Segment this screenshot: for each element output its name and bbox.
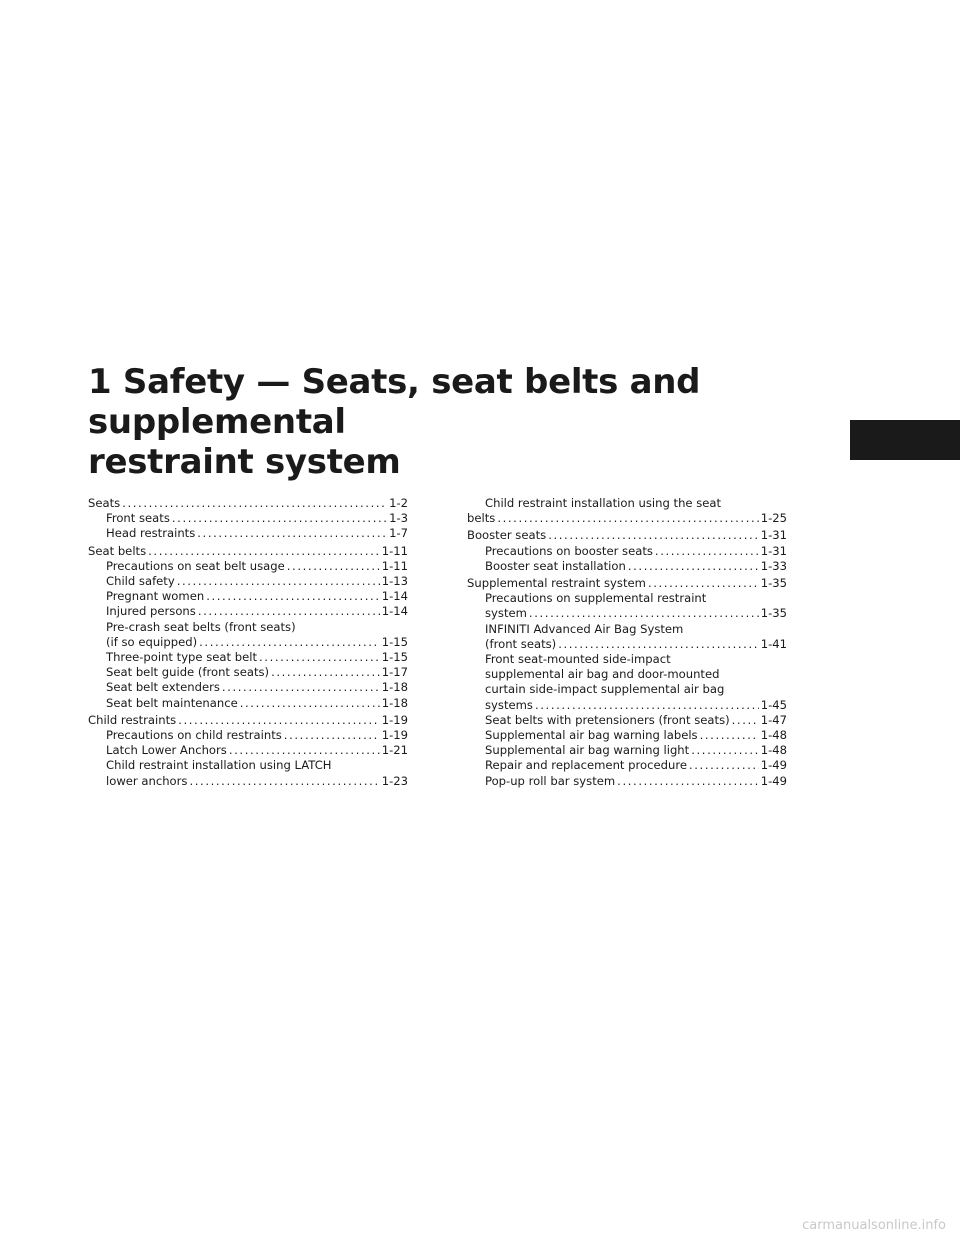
toc-entry[interactable] [467, 559, 787, 574]
dot-leader [229, 743, 380, 758]
chapter-title [88, 362, 848, 482]
toc-page-number: 1-19 [381, 728, 408, 743]
toc-entry[interactable] [467, 496, 787, 526]
toc-page-number: 1-19 [381, 712, 408, 727]
dot-leader [199, 635, 380, 650]
toc-entry[interactable] [88, 496, 408, 511]
toc-entry-title: Three-point type seat belt [106, 650, 257, 665]
toc-page-number: 1-47 [760, 712, 787, 727]
toc-entry-title: Seat belt extenders [106, 680, 220, 695]
dot-leader [122, 496, 387, 511]
toc-entry-title: Pregnant women [106, 589, 205, 604]
dot-leader [648, 576, 759, 591]
toc-entry[interactable] [88, 758, 408, 788]
toc-entry-title: Precautions on child restraints [106, 728, 282, 743]
chapter-thumb-tab [850, 420, 960, 460]
toc-page-number: 1-14 [381, 604, 408, 619]
toc-entry-title: Seat belts [88, 543, 147, 558]
toc-entry-title: systems [485, 697, 533, 712]
toc-entry[interactable] [467, 576, 787, 591]
dot-leader [240, 696, 380, 711]
toc-page-number: 1-31 [760, 543, 787, 558]
toc-entry[interactable] [88, 743, 408, 758]
toc-entry[interactable] [88, 713, 408, 728]
toc-page-number: 1-35 [760, 576, 787, 591]
toc-entry-title: Latch Lower Anchors [106, 743, 227, 758]
toc-page-number: 1-15 [381, 634, 408, 649]
toc-entry[interactable] [467, 544, 787, 559]
toc-page-number: 1-7 [389, 526, 408, 541]
watermark: carmanualsonline.info [802, 1218, 946, 1233]
toc-page-number: 1-45 [760, 697, 787, 712]
toc-entry-title-line: Child restraint installation using LATCH [106, 758, 332, 773]
toc-entry-title: Front seats [106, 511, 170, 526]
dot-leader [206, 589, 380, 604]
toc-entry-title: Supplemental air bag warning labels [485, 728, 698, 743]
dot-leader [732, 713, 759, 728]
toc-entry[interactable] [88, 589, 408, 604]
toc-page-number: 1-48 [760, 743, 787, 758]
toc-entry-title: lower anchors [106, 773, 188, 788]
toc-page-number: 1-31 [760, 528, 787, 543]
toc-entry-title: Precautions on seat belt usage [106, 558, 285, 573]
toc-entry-title: Seat belts with pretensioners (front seats) [485, 712, 730, 727]
toc-page-number: 1-48 [760, 728, 787, 743]
toc-entry-title: Pop-up roll bar system [485, 773, 616, 788]
toc-entry-title: Injured persons [106, 604, 196, 619]
dot-leader [271, 665, 380, 680]
toc-entry[interactable] [467, 743, 787, 758]
chapter-title-line-1: 1 Safety — Seats, seat belts and supplemental [88, 362, 701, 442]
toc-entry-title-line: curtain side-impact supplemental air bag [485, 682, 725, 697]
toc-page-number: 1-18 [381, 695, 408, 710]
toc-entry-title: Child safety [106, 574, 175, 589]
toc-entry-title: Seat belt guide (front seats) [106, 665, 270, 680]
toc-entry[interactable] [88, 526, 408, 541]
dot-leader [284, 728, 380, 743]
dot-leader [178, 713, 380, 728]
toc-entry[interactable] [467, 728, 787, 743]
toc-entry-title: Child restraints [88, 712, 177, 727]
toc-page-number: 1-33 [760, 558, 787, 573]
toc-column-left [88, 496, 408, 789]
toc-entry[interactable] [88, 559, 408, 574]
toc-page-number: 1-15 [381, 650, 408, 665]
dot-leader [691, 743, 758, 758]
toc-entry[interactable] [88, 650, 408, 665]
chapter-title-line-2: restraint system [88, 442, 401, 482]
toc-entry-title: Supplemental air bag warning light [485, 743, 690, 758]
dot-leader [617, 774, 759, 789]
toc-entry[interactable] [467, 652, 787, 713]
toc-entry-title-line: Child restraint installation using the seat [485, 496, 722, 510]
toc-entry[interactable] [467, 622, 787, 652]
toc-entry[interactable] [88, 544, 408, 559]
toc-page-number: 1-49 [760, 773, 787, 788]
dot-leader [689, 758, 759, 773]
toc-entry[interactable] [467, 528, 787, 543]
toc-entry[interactable] [467, 758, 787, 773]
toc-entry-title: belts [467, 511, 496, 526]
toc-entry[interactable] [88, 604, 408, 619]
dot-leader [700, 728, 759, 743]
toc-entry[interactable] [88, 574, 408, 589]
toc-entry[interactable] [88, 696, 408, 711]
toc-page-number: 1-2 [389, 496, 408, 510]
toc-page-number: 1-13 [381, 574, 408, 589]
toc-entry-title-line: supplemental air bag and door-mounted [485, 667, 720, 682]
dot-leader [287, 559, 380, 574]
dot-leader [548, 528, 759, 543]
dot-leader [189, 774, 379, 789]
toc-entry[interactable] [467, 591, 787, 621]
toc-page-number: 1-35 [760, 606, 787, 621]
toc-entry-title: Precautions on booster seats [485, 543, 653, 558]
toc-entry[interactable] [88, 728, 408, 743]
toc-page-number: 1-14 [381, 589, 408, 604]
toc-entry-title-line: Pre-crash seat belts (front seats) [106, 619, 296, 634]
toc-page-number: 1-21 [381, 743, 408, 758]
toc-page-number: 1-49 [760, 758, 787, 773]
toc-column-right [467, 496, 787, 789]
toc-entry[interactable] [88, 665, 408, 680]
toc-page-number: 1-41 [760, 636, 787, 651]
toc-entry-title: Booster seats [467, 528, 547, 543]
toc-page-number: 1-25 [760, 511, 787, 526]
toc-entry-title: Supplemental restraint system [467, 576, 646, 591]
dot-leader [655, 544, 759, 559]
toc-page-number: 1-18 [381, 680, 408, 695]
toc-entry-title: (front seats) [485, 636, 557, 651]
toc-entry-title: Seat belt maintenance [106, 695, 238, 710]
dot-leader [198, 604, 380, 619]
toc-entry-title-line: Front seat-mounted side-impact [485, 652, 671, 667]
toc-entry[interactable] [88, 620, 408, 650]
dot-leader [222, 680, 380, 695]
toc-page-number: 1-17 [381, 665, 408, 680]
toc-entry-title-line: INFINITI Advanced Air Bag System [485, 621, 684, 636]
dot-leader [628, 559, 759, 574]
toc-entry[interactable] [88, 680, 408, 695]
dot-leader [558, 637, 759, 652]
toc-page-number: 1-11 [381, 543, 408, 558]
dot-leader [535, 698, 759, 713]
toc-entry[interactable] [88, 511, 408, 526]
dot-leader [497, 511, 758, 526]
dot-leader [529, 606, 759, 621]
toc-page-number: 1-23 [381, 773, 408, 788]
toc-entry-title: Seats [88, 496, 121, 510]
dot-leader [148, 544, 380, 559]
toc-entry[interactable] [467, 713, 787, 728]
dot-leader [197, 526, 387, 541]
toc-entry-title: system [485, 606, 527, 621]
toc-entry-title: Head restraints [106, 526, 196, 541]
toc-entry[interactable] [467, 774, 787, 789]
dot-leader [177, 574, 380, 589]
toc-entry-title-line: Precautions on supplemental restraint [485, 591, 707, 606]
toc-page-number: 1-3 [389, 511, 408, 526]
toc-entry-title: (if so equipped) [106, 634, 198, 649]
toc-entry-title: Booster seat installation [485, 558, 626, 573]
dot-leader [259, 650, 380, 665]
toc-entry-title: Repair and replacement procedure [485, 758, 687, 773]
dot-leader [172, 511, 387, 526]
toc-page-number: 1-11 [381, 558, 408, 573]
